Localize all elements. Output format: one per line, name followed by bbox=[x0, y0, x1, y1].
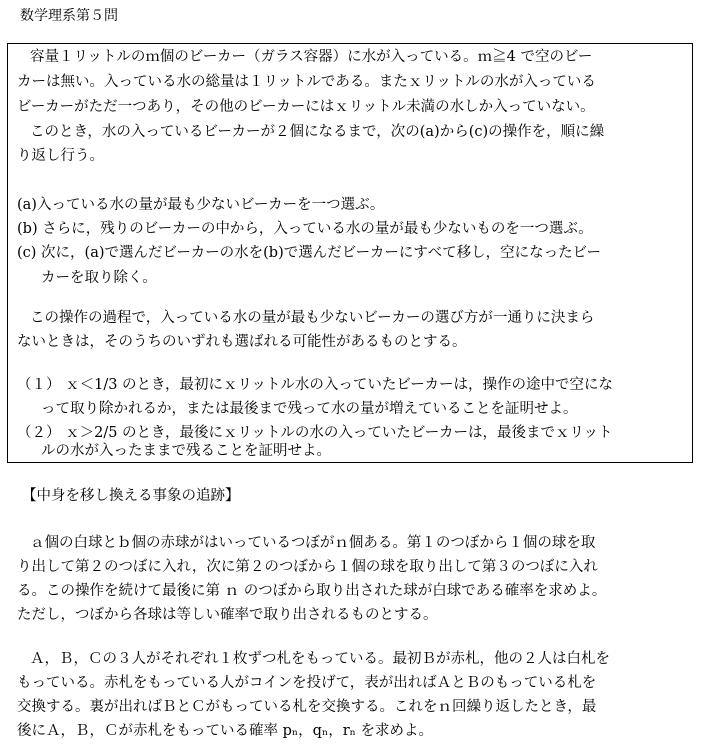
question-1-cont: って取り除かれるか，または最後まで残って水の量が増えていることを証明せよ。 bbox=[41, 401, 578, 417]
operation-b: (b) さらに，残りのビーカーの中から，入っている水の量が最も少ないものを一つ選ぶ。 bbox=[17, 221, 593, 237]
paragraph-2-line: 交換する。裏が出ればＢとＣがもっている札を交換する。これをｎ回繰り返したとき，最 bbox=[17, 699, 597, 715]
question-1: （１） ｘ＜1/3 のとき，最初にｘリットル水の入っていたビーカーは，操作の途中で空にな bbox=[17, 377, 614, 393]
paragraph-1-line: ただし，つぼから各球は等しい確率で取り出されるものとする。 bbox=[17, 607, 438, 623]
operation-c-cont: カーを取り除く。 bbox=[41, 270, 157, 286]
problem-line: カーは無い。入っている水の総量は１リットルである。またｘリットルの水が入っている bbox=[17, 74, 596, 90]
page-title: 数学理系第５問 bbox=[20, 8, 118, 24]
paragraph-2-line: Ａ，Ｂ，Ｃの３人がそれぞれ１枚ずつ札をもっている。最初Ｂが赤札，他の２人は白札を bbox=[30, 651, 610, 667]
paragraph-1-line: る。この操作を続けて最後に第 ｎ のつぼから取り出された球が白球である確率を求めよ。 bbox=[17, 583, 607, 599]
section-heading: 【中身を移し換える事象の追跡】 bbox=[22, 488, 240, 504]
paragraph-1-line: ａ個の白球とｂ個の赤球がはいっているつぼがｎ個ある。第１のつぼから１個の球を取 bbox=[30, 535, 596, 551]
problem-line: り返し行う。 bbox=[17, 148, 104, 164]
problem-line: 容量１リットルのｍ個のビーカー（ガラス容器）に水が入っている。ｍ≧4 で空のビー bbox=[30, 49, 593, 65]
question-2-cont: ルの水が入ったままで残ることを証明せよ。 bbox=[41, 443, 331, 459]
problem-line: ないときは，そのうちのいずれも選ばれる可能性があるものとする。 bbox=[17, 334, 467, 350]
paragraph-2-line: 後にＡ，Ｂ，Ｃが赤札をもっている確率 pₙ，qₙ，rₙ を求めよ。 bbox=[17, 723, 434, 739]
question-2: （２） ｘ＞2/5 のとき，最後にｘリットルの水の入っていたビーカーは，最後までｘリット bbox=[17, 425, 613, 441]
problem-line: ビーカーがただ一つあり，その他のビーカーにはｘリットル未満の水しか入っていない。 bbox=[17, 99, 595, 115]
paragraph-2-line: もっている。赤札をもっている人がコインを投げて，表が出ればＡとＢのもっている札を bbox=[17, 675, 597, 691]
paragraph-1-line: り出して第２のつぼに入れ，次に第２のつぼから１個の球を取り出して第３のつぼに入れ bbox=[17, 559, 598, 575]
problem-line: この操作の過程で，入っている水の量が最も少ないビーカーの選び方が一通りに決まら bbox=[30, 310, 595, 326]
operation-c: (c) 次に，(a)で選んだビーカーの水を(b)で選んだビーカーにすべて移し，空になったビー bbox=[17, 245, 601, 261]
problem-line: このとき，水の入っているビーカーが２個になるまで，次の(a)から(c)の操作を，順に繰 bbox=[30, 124, 605, 140]
operation-a: (a)入っている水の量が最も少ないビーカーを一つ選ぶ。 bbox=[17, 197, 385, 213]
